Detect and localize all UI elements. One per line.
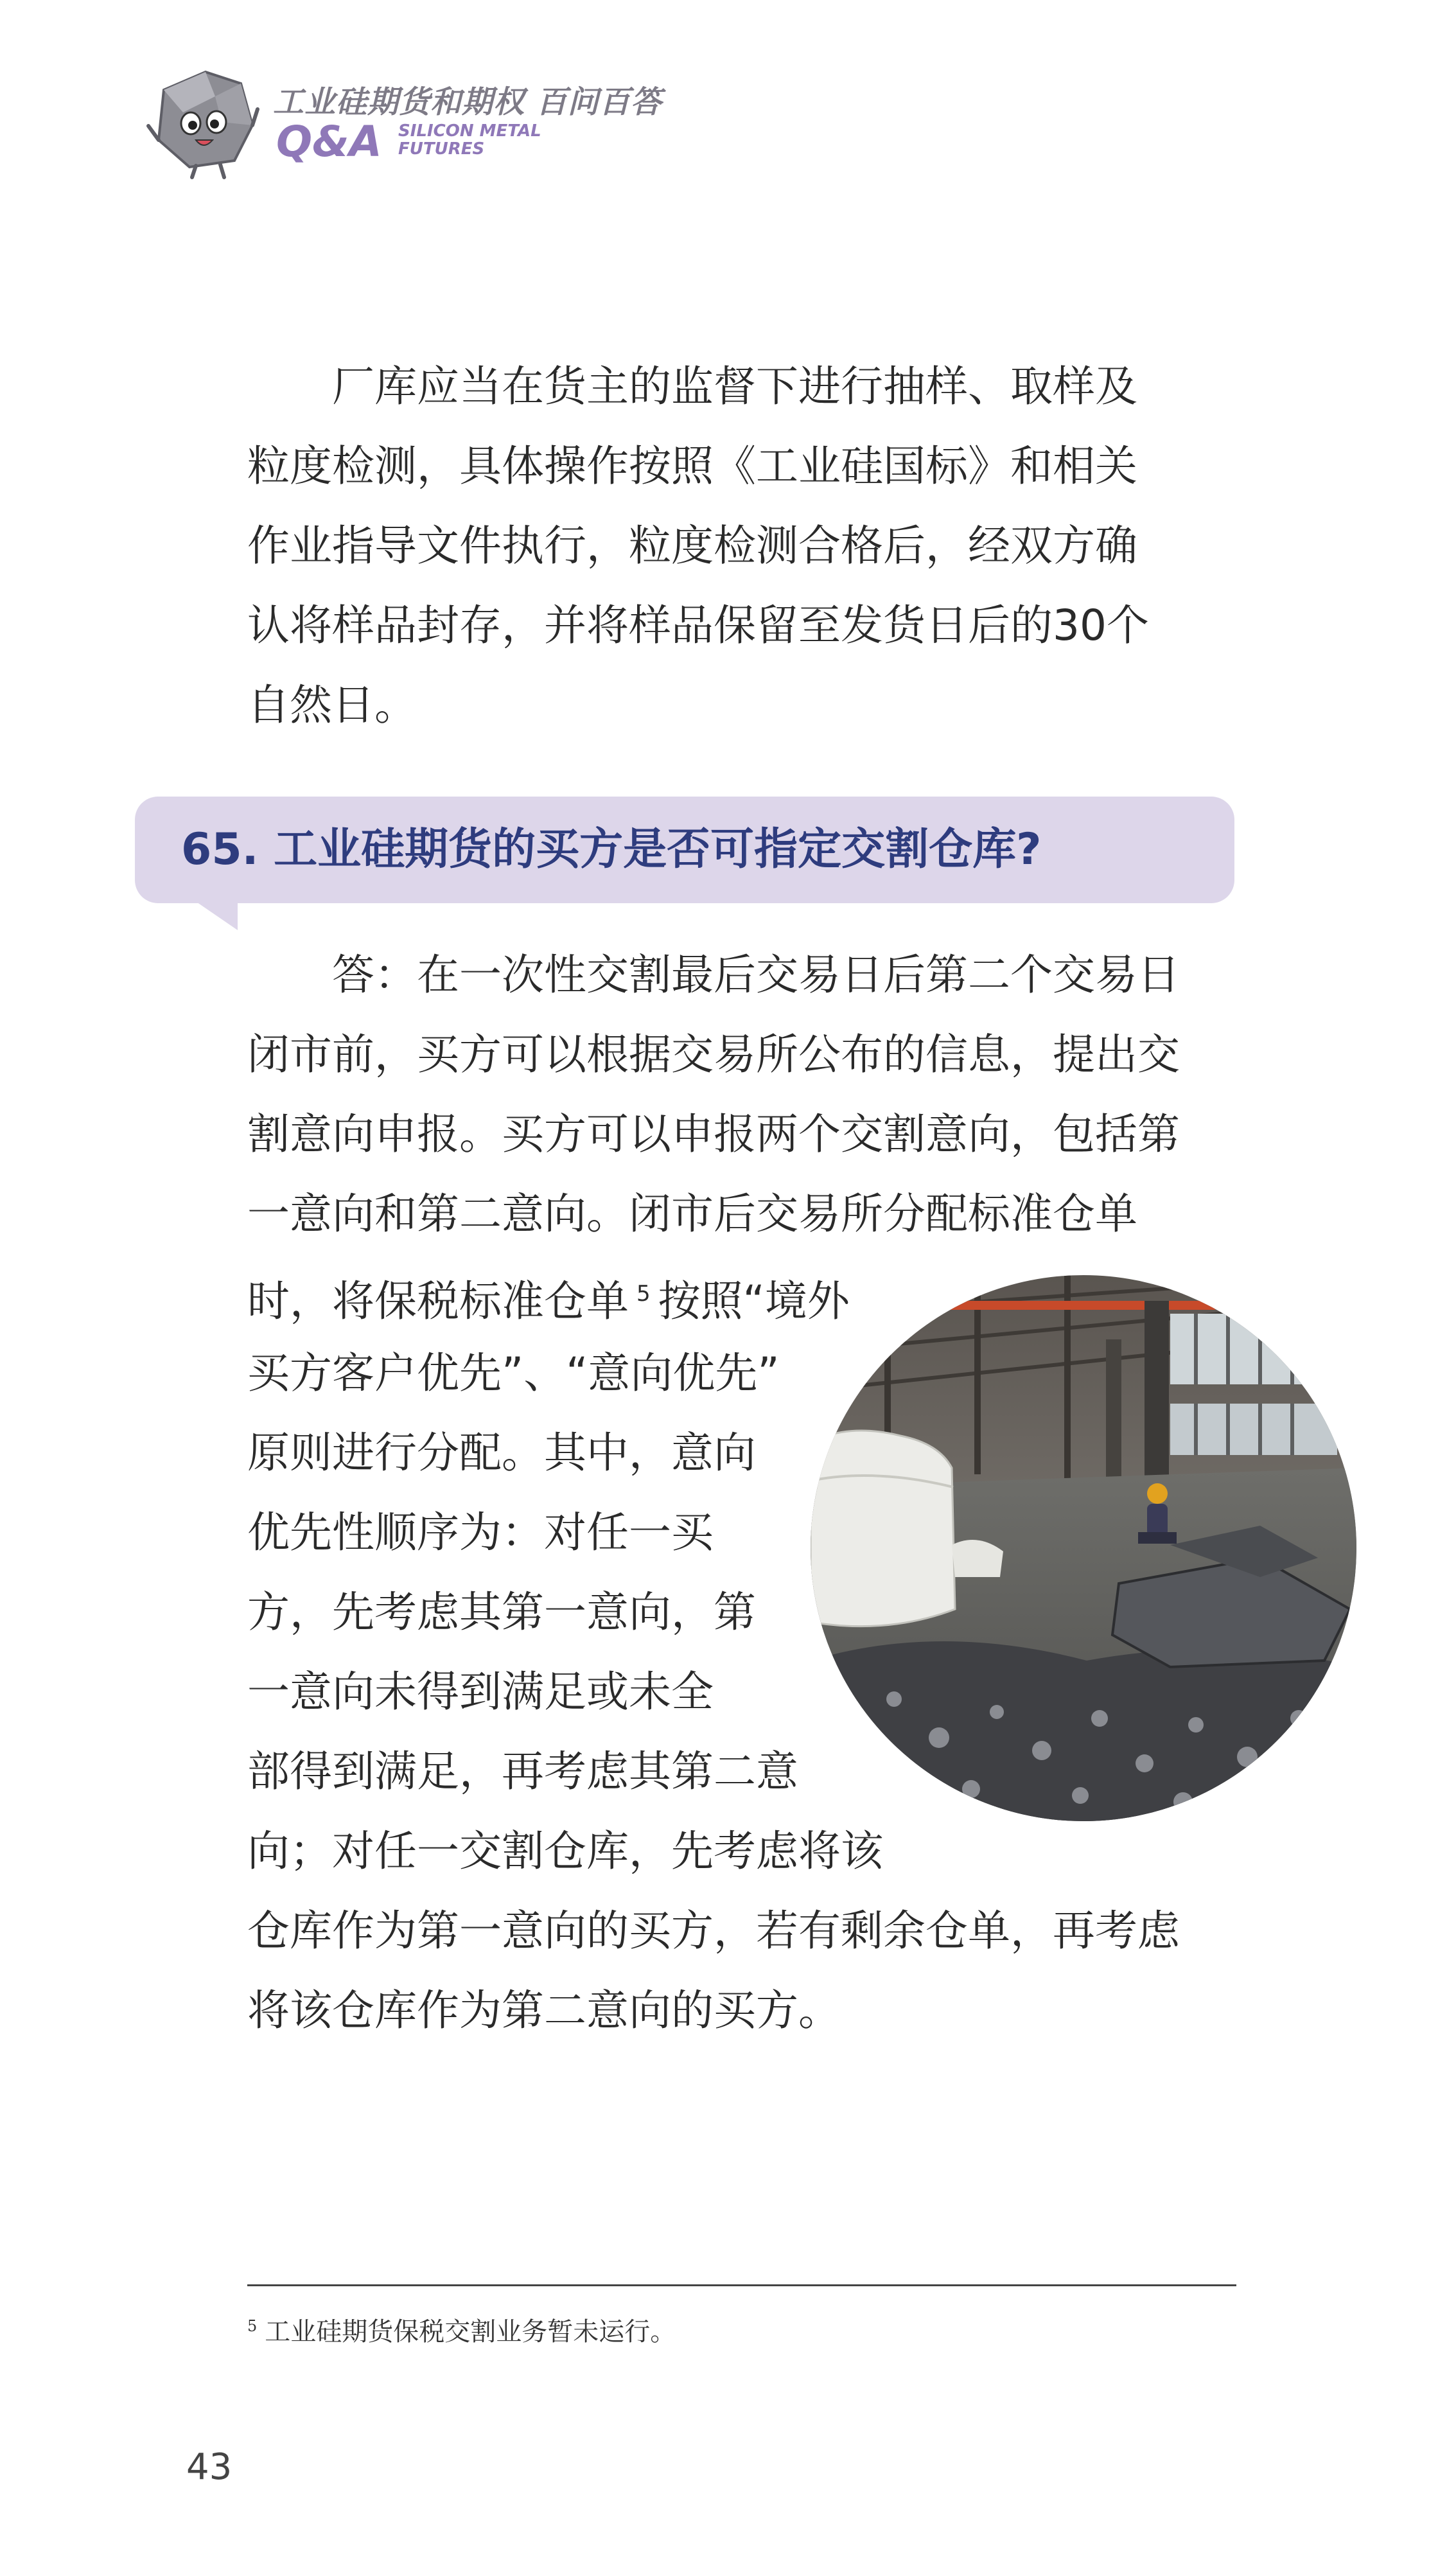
- answer-line: 闭市前，买方可以根据交易所公布的信息，提出交: [247, 1030, 1180, 1079]
- question-title: 65. 工业硅期货的买方是否可指定交割仓库?: [181, 824, 1042, 875]
- intro-line: 粒度检测，具体操作按照《工业硅国标》和相关: [247, 441, 1137, 491]
- warehouse-silicon-photo: [811, 1275, 1356, 1821]
- answer-line: 一意向和第二意向。闭市后交易所分配标准仓单: [247, 1189, 1137, 1239]
- answer-line: 答：在一次性交割最后交易日后第二个交易日: [332, 950, 1180, 1000]
- answer-line: 优先性顺序为：对任一买: [247, 1508, 714, 1557]
- intro-line: 厂库应当在货主的监督下进行抽样、取样及: [332, 362, 1137, 411]
- qa-logo: Q&A: [276, 117, 382, 166]
- intro-paragraph: [247, 347, 1236, 745]
- qa-subtitle-line2: FUTURES: [398, 139, 485, 159]
- qa-subtitle: [398, 122, 541, 158]
- answer-text: 时，将保税标准仓单: [247, 1276, 629, 1326]
- question-banner: [135, 797, 1234, 903]
- answer-line: 一意向未得到满足或未全: [247, 1667, 714, 1716]
- answer-text: 按照“境外: [658, 1276, 850, 1326]
- footnote-reference: 5: [636, 1281, 651, 1307]
- answer-line: 原则进行分配。其中，意向: [247, 1428, 756, 1477]
- answer-line: 将该仓库作为第二意向的买方。: [247, 1986, 841, 2035]
- intro-line: 认将样品封存，并将样品保留至发货日后的30个: [247, 601, 1149, 650]
- silicon-rock-mascot-icon: [145, 64, 260, 180]
- answer-line: 方，先考虑其第一意向，第: [247, 1587, 756, 1637]
- qa-subtitle-line1: SILICON METAL: [398, 121, 541, 141]
- intro-line: 作业指导文件执行，粒度检测合格后，经双方确: [247, 521, 1137, 570]
- answer-line: 向；对任一交割仓库，先考虑将该: [247, 1826, 883, 1876]
- footnote-mark: 5: [247, 2316, 258, 2335]
- answer-line: 部得到满足，再考虑其第二意: [247, 1747, 798, 1796]
- footnote-divider: [247, 2284, 1236, 2286]
- page-header: [145, 64, 723, 186]
- series-title: 工业硅期货和期权 百问百答: [273, 84, 662, 120]
- page-number: 43: [186, 2446, 232, 2488]
- answer-line: 仓库作为第一意向的买方，若有剩余仓单，再考虑: [247, 1906, 1180, 1955]
- answer-line: 买方客户优先”、“意向优先”: [247, 1348, 780, 1398]
- answer-line: 割意向申报。买方可以申报两个交割意向，包括第: [247, 1109, 1180, 1159]
- intro-line: 自然日。: [247, 680, 417, 730]
- footnote: [247, 2311, 676, 2348]
- speech-tail-icon: [193, 899, 244, 931]
- footnote-text: 工业硅期货保税交割业务暂未运行。: [265, 2317, 676, 2347]
